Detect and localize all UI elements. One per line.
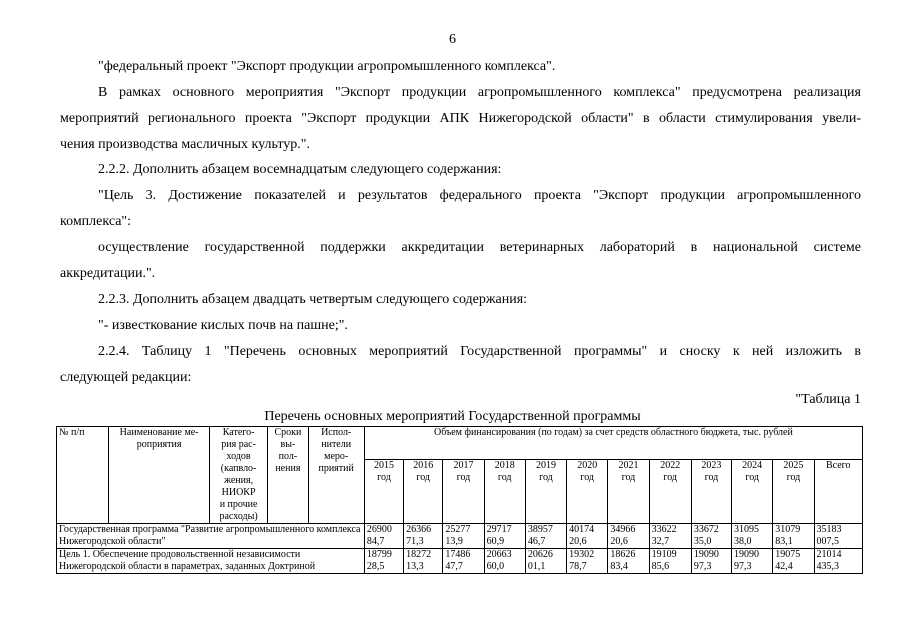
table-header-row [57, 427, 863, 460]
value-cell: 17486 47,7 [443, 549, 484, 574]
paragraph-line: В рамках основного мероприятия "Экспорт продукции агропромышленного комплекса" предусмотрена реализация [98, 85, 861, 100]
header-year-cell: 2015 год [364, 460, 403, 524]
measures-table [56, 426, 863, 574]
value-cell: 18272 13,3 [404, 549, 443, 574]
header-year-cell: 2022 год [649, 460, 691, 524]
value-cell: 18626 83,4 [608, 549, 649, 574]
value-cell: 34966 20,6 [608, 524, 649, 549]
paragraph-line: 2.2.4. Таблицу 1 "Перечень основных мероприятий Государственной программы" и сноску к ней изложить в [98, 344, 861, 359]
value-cell: 29717 60,9 [484, 524, 525, 549]
table-row [57, 524, 863, 549]
header-year-cell: 2025 год [773, 460, 814, 524]
row-name-cell: Государственная программа "Развитие агропромышленного комплекса Нижегородской области" [57, 524, 365, 549]
total-cell: 35183 007,5 [814, 524, 862, 549]
header-year-cell: 2018 год [484, 460, 525, 524]
value-cell: 19302 78,7 [567, 549, 608, 574]
paragraph-line: аккредитации.". [60, 266, 156, 281]
total-cell: 21014 435,3 [814, 549, 862, 574]
table-title: Перечень основных мероприятий Государственной программы [264, 409, 641, 424]
header-cell-category: Катего- рия рас- ходов (капвло- жения, НИОКР и прочие расходы) [209, 427, 267, 524]
header-year-cell: 2017 год [443, 460, 484, 524]
header-year-cell: 2020 год [567, 460, 608, 524]
row-name-cell: Цель 1. Обеспечение продовольственной независимости Нижегородской области в параметрах, заданных Доктриной [57, 549, 365, 574]
value-cell: 40174 20,6 [567, 524, 608, 549]
value-cell: 26366 71,3 [404, 524, 443, 549]
value-cell: 33672 35,0 [691, 524, 731, 549]
value-cell: 31095 38,0 [732, 524, 773, 549]
page-number: 6 [449, 32, 456, 47]
header-total-cell: Всего [814, 460, 862, 524]
value-cell: 20626 01,1 [525, 549, 566, 574]
header-year-cell: 2023 год [691, 460, 731, 524]
paragraph-line: чения производства масличных культур.". [60, 137, 310, 152]
paragraph-line: следующей редакции: [60, 370, 192, 385]
header-year-cell: 2024 год [732, 460, 773, 524]
header-year-cell: 2021 год [608, 460, 649, 524]
header-cell-name: Наименование ме- роприятия [109, 427, 210, 524]
header-cell-executors: Испол- нители меро- приятий [308, 427, 364, 524]
value-cell: 33622 32,7 [649, 524, 691, 549]
paragraph-line: "- известкование кислых почв на пашне;". [98, 318, 348, 333]
header-year-cell: 2016 год [404, 460, 443, 524]
value-cell: 19090 97,3 [732, 549, 773, 574]
value-cell: 31079 83,1 [773, 524, 814, 549]
value-cell: 25277 13,9 [443, 524, 484, 549]
header-cell-num: № п/п [57, 427, 109, 524]
paragraph-line: 2.2.2. Дополнить абзацем восемнадцатым следующего содержания: [98, 162, 502, 177]
value-cell: 19090 97,3 [691, 549, 731, 574]
header-cell-funding: Объем финансирования (по годам) за счет средств областного бюджета, тыс. рублей [364, 427, 862, 460]
paragraph-line: мероприятий регионального проекта "Экспорт продукции АПК Нижегородской области" в области стимулирования увели- [60, 111, 861, 126]
paragraph-line: комплекса": [60, 214, 132, 229]
table-caption: "Таблица 1 [795, 392, 861, 407]
header-cell-terms: Сроки вы- пол- нения [268, 427, 308, 524]
paragraph-line: "федеральный проект "Экспорт продукции агропромышленного комплекса". [98, 59, 556, 74]
value-cell: 26900 84,7 [364, 524, 403, 549]
value-cell: 19075 42,4 [773, 549, 814, 574]
value-cell: 18799 28,5 [364, 549, 403, 574]
value-cell: 38957 46,7 [525, 524, 566, 549]
value-cell: 19109 85,6 [649, 549, 691, 574]
header-year-cell: 2019 год [525, 460, 566, 524]
paragraph-line: осуществление государственной поддержки аккредитации ветеринарных лабораторий в национальной системе [98, 240, 861, 255]
paragraph-line: 2.2.3. Дополнить абзацем двадцать четвертым следующего содержания: [98, 292, 528, 307]
value-cell: 20663 60,0 [484, 549, 525, 574]
table-row [57, 549, 863, 574]
paragraph-line: "Цель 3. Достижение показателей и результатов федерального проекта "Экспорт продукции агропромышленного [98, 188, 861, 203]
